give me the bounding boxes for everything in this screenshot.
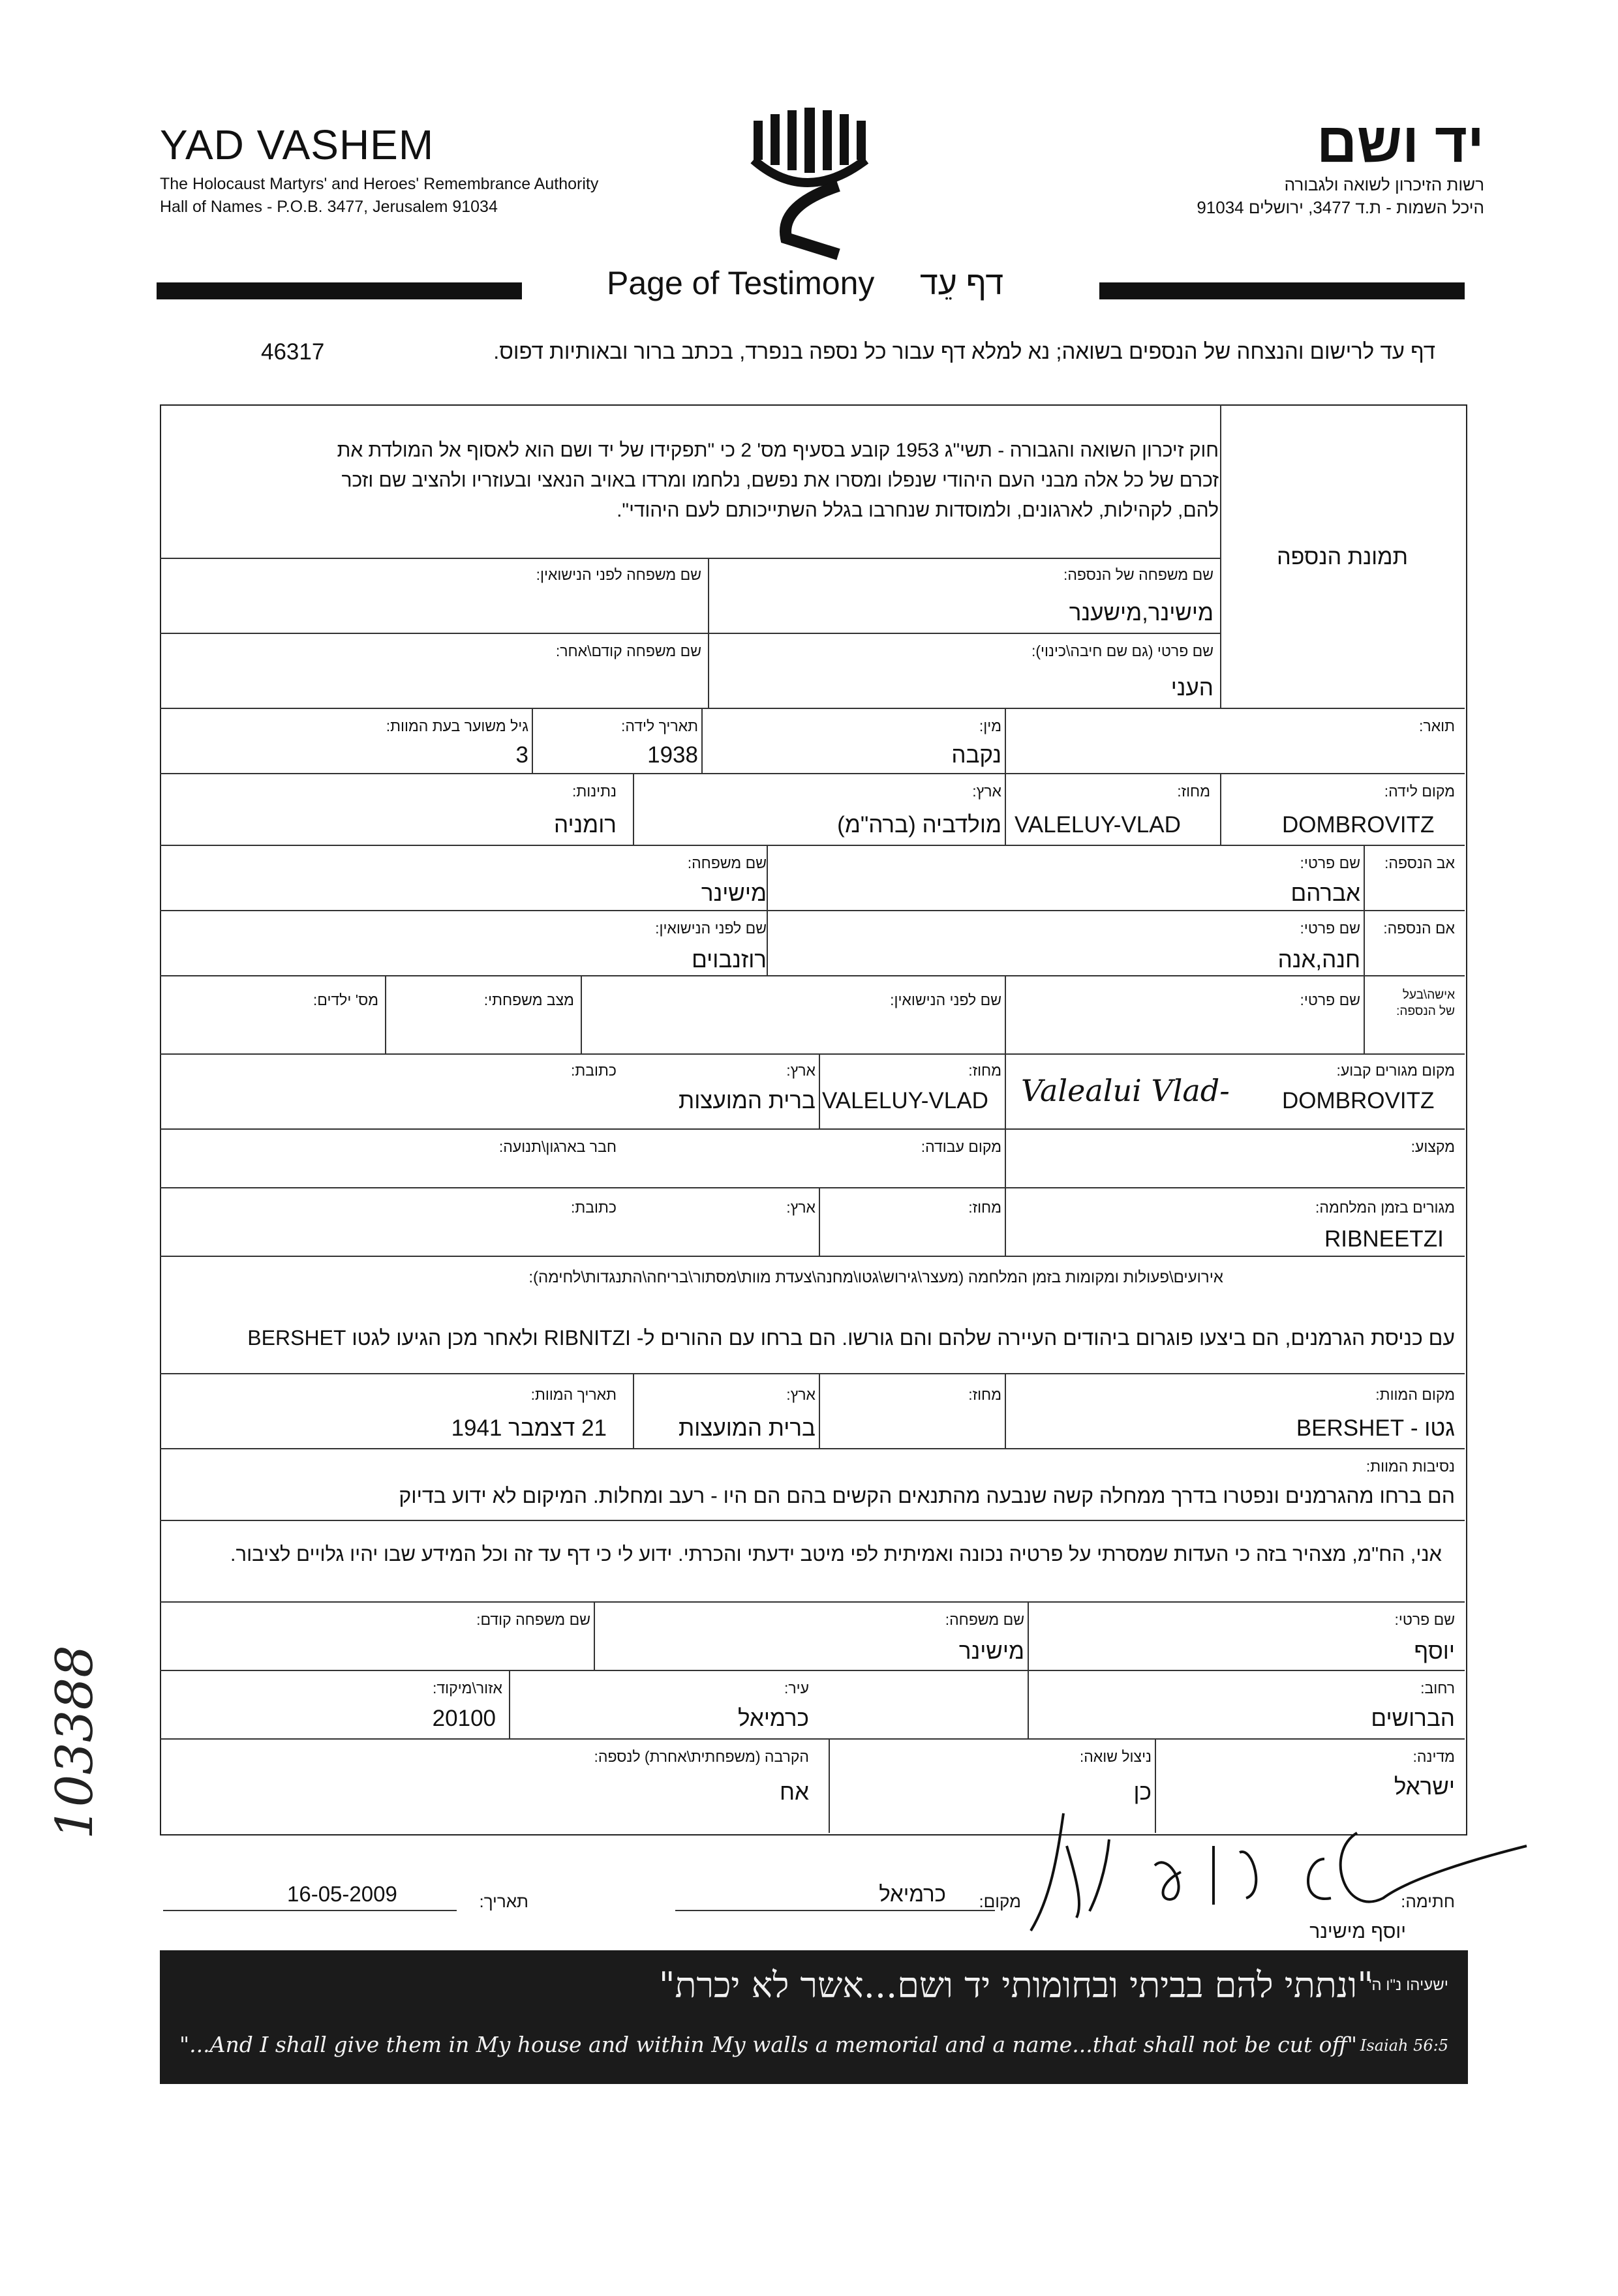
relation-label: הקרבה (משפחתית\אחרת) לנספה: (594, 1748, 809, 1765)
page-title-en: Page of Testimony (607, 265, 875, 301)
children-count-label: מס' ילדים: (313, 991, 378, 1008)
declaration-text: אני, הח"מ, מצהיר בזה כי העדות שמסרתי על פרטיה נכונה ואמיתית לפי מיטב ידעתי והכרתי. ידוע לי כי דף עד זה וכל המידע שבו יהיו גלויים לציבור. (230, 1543, 1442, 1565)
city-label: עיר: (784, 1680, 809, 1697)
signatory-name: יוסף מישינר (1309, 1921, 1406, 1942)
wartime-address-label: כתובת: (571, 1199, 617, 1216)
side-archive-number: 103388 (46, 1645, 104, 1839)
residence-district: VALELUY-VLAD (822, 1088, 988, 1113)
victim-dob-label: תאריך לידה: (621, 718, 698, 734)
menorah-logo-icon (740, 108, 871, 264)
country-label: מדינה: (1412, 1748, 1455, 1765)
birthplace: DOMBROVITZ (1282, 812, 1435, 838)
residence-handwritten: Valealui Vlad- (1021, 1073, 1230, 1108)
law-text: חוק זיכרון השואה והגבורה - תשי"ג 1953 קובע בסעיף מס' 2 כי "תפקידו של יד ושם הוא לאסוף אל המולדת את זכרם של כל אלה מבני העם היהודי שנפלו ומסרו את נפשם, נלחמו ומרדו באויב הנאצי ובעוזריו ולהציב שם וזכר להם, לקהילות, לארגונים, ולמוסדות שנחרבו בגלל השתייכותם לעם היהודי". (337, 440, 1219, 521)
death-circumstances-label: נסיבות המוות: (1366, 1458, 1455, 1475)
instruction-text: דף עד לרישום והנצחה של הנספים בשואה; נא למלא דף עבור כל נספה בנפרד, בכתב ברור ובאותיות דפוס. (493, 339, 1435, 363)
residence-address-label: כתובת: (571, 1062, 617, 1079)
victim-gender: נקבה (951, 742, 1001, 768)
photo-label: תמונת הנספה (1277, 545, 1408, 569)
residence-country-label: ארץ: (786, 1062, 816, 1079)
birth-country: מולדביה (ברה"מ) (837, 812, 1001, 838)
victim-last-name: מישינר,מישענר (1069, 600, 1214, 626)
survivor: כן (1133, 1779, 1152, 1805)
victim-age-label: גיל משוער בעת המוות: (386, 718, 528, 734)
mother-maiden-name: רוזנבוים (692, 947, 767, 973)
signature-date-label: תאריך: (479, 1892, 528, 1911)
nationality-label: נתינות: (572, 783, 617, 800)
city: כרמיאל (738, 1706, 809, 1731)
banner-quote-he: "ונתתי להם בביתי ובחומותי יד ושם...אשר לא יכרת" (658, 1965, 1373, 2006)
marital-status-label: מצב משפחתי: (483, 991, 574, 1008)
victim-title-label: תואר: (1419, 718, 1455, 734)
country: ישראל (1394, 1774, 1455, 1800)
mother-maiden-label: שם לפני הנישואין: (655, 920, 767, 937)
death-place: גטו - BERSHET (1296, 1415, 1455, 1441)
signature-place: כרמיאל (879, 1882, 946, 1906)
wartime-residence-label: מגורים בזמן המלחמה: (1315, 1199, 1455, 1216)
organization-member-label: חבר בארגון\תנועה: (498, 1138, 617, 1155)
org-name-he: יד ושם (1316, 112, 1484, 174)
wartime-country-label: ארץ: (786, 1199, 816, 1216)
spouse-first-label: שם פרטי: (1300, 991, 1360, 1008)
death-circumstances: הם ברחו מהגרמנים ונפטרו בדרך ממחלה קשה שנבעה מהתנאים הקשים בהם הם היו - רעב ומחלות. המיקום לא ידוע בדיוק (399, 1484, 1455, 1507)
signature-date: 16-05-2009 (287, 1882, 397, 1906)
father-last-name: מישינר (701, 881, 767, 906)
victim-first-name-label: שם פרטי (גם שם חיבה\כינוי): (1031, 642, 1214, 659)
death-district-label: מחוז: (968, 1386, 1001, 1403)
wartime-residence: RIBNEETZI (1324, 1226, 1444, 1252)
death-place-label: מקום המוות: (1375, 1386, 1455, 1403)
residence-place: DOMBROVITZ (1282, 1088, 1435, 1113)
title-bar-right (1099, 282, 1465, 299)
org-address-en: Hall of Names - P.O.B. 3477, Jerusalem 91034 (160, 198, 498, 216)
residence-country: ברית המועצות (679, 1088, 816, 1113)
spouse-row-label-2: של הנספה: (1396, 1004, 1455, 1018)
zip: 20100 (432, 1706, 496, 1731)
page-title-he: דף עֵד (920, 265, 1004, 301)
victim-first-name: העני (1170, 675, 1214, 701)
submitter-last-label: שם משפחה: (945, 1611, 1024, 1628)
birth-district: VALELUY-VLAD (1015, 812, 1181, 838)
relation: אח (779, 1779, 809, 1805)
spouse-maiden-label: שם לפני הנישואין: (890, 991, 1001, 1008)
birthplace-label: מקום לידה: (1384, 783, 1455, 800)
wartime-district-label: מחוז: (968, 1199, 1001, 1216)
father-first-name: אברהם (1290, 881, 1360, 906)
victim-maiden-name-label: שם משפחה לפני הנישואין: (536, 566, 701, 583)
victim-prev-name-label: שם משפחה קודם\אחר: (555, 642, 701, 659)
residence-label: מקום מגורים קבוע: (1336, 1062, 1455, 1079)
street: הברושים (1371, 1706, 1455, 1731)
death-country: ברית המועצות (679, 1415, 816, 1441)
victim-gender-label: מין: (979, 718, 1001, 734)
banner-ref-he: ישעיהו נ"ו ה' (1368, 1976, 1448, 1994)
banner-ref-en: Isaiah 56:5 (1360, 2036, 1448, 2055)
victim-dob: 1938 (647, 742, 698, 768)
mother-first-label: שם פרטי: (1300, 920, 1360, 937)
survivor-label: ניצול שואה: (1079, 1748, 1152, 1765)
org-subtitle-en: The Holocaust Martyrs' and Heroes' Remembrance Authority (160, 175, 599, 193)
death-date-label: תאריך המוות: (530, 1386, 617, 1403)
form-number: 46317 (261, 339, 325, 365)
submitter-last-name: מישינר (958, 1639, 1024, 1664)
submitter-prev-label: שם משפחה קודם: (476, 1611, 590, 1628)
workplace-label: מקום עבודה: (921, 1138, 1001, 1155)
street-label: רחוב: (1420, 1680, 1455, 1697)
events-text: עם כניסת הגרמנים, הם ביצעו פוגרום ביהודים העיירה שלהם והם גורשו. הם ברחו עם ההורים ל- RIBNITZI ולאחר מכן הגיעו לגטו BERSHET (247, 1326, 1455, 1350)
profession-label: מקצוע: (1411, 1138, 1455, 1155)
org-subtitle-he: רשות הזיכרון לשואה ולגבורה (1284, 175, 1484, 194)
birth-district-label: מחוז: (1177, 783, 1210, 800)
father-first-label: שם פרטי: (1300, 854, 1360, 871)
org-address-he: היכל השמות - ת.ד 3477, ירושלים 91034 (1197, 198, 1484, 217)
father-last-label: שם משפחה: (687, 854, 767, 871)
signature-label: חתימה: (1401, 1892, 1455, 1911)
handwritten-signature (1018, 1807, 1533, 1937)
spouse-row-label: אישה\בעל (1402, 988, 1455, 1002)
death-country-label: ארץ: (786, 1386, 816, 1403)
submitter-first-name: יוסף (1414, 1639, 1455, 1664)
death-date: 21 דצמבר 1941 (451, 1415, 607, 1441)
birth-country-label: ארץ: (972, 783, 1001, 800)
mother-row-label: אם הנספה: (1383, 920, 1455, 937)
submitter-first-label: שם פרטי: (1394, 1611, 1455, 1628)
banner-quote-en: "...And I shall give them in My house and within My walls a memorial and a name...that shall not be cut off" (179, 2032, 1358, 2057)
testimony-form (160, 404, 1467, 1835)
zip-label: אזור\מיקוד: (433, 1680, 502, 1697)
title-bar-left (157, 282, 522, 299)
nationality: רומניה (553, 812, 617, 838)
mother-first-name: חנה,אנה (1277, 947, 1360, 973)
victim-last-name-label: שם משפחה של הנספה: (1063, 566, 1214, 583)
events-label: אירועים\פעולות ומקומות בזמן המלחמה (מעצר\גירוש\גטו\מחנה\צעדת מוות\מסתור\בריחה\התנגדות\לחימה): (528, 1269, 1223, 1286)
org-name-en: YAD VASHEM (160, 121, 435, 168)
signature-place-label: מקום: (979, 1892, 1021, 1911)
quote-banner (160, 1950, 1468, 2084)
victim-age: 3 (515, 742, 528, 768)
father-row-label: אב הנספה: (1384, 854, 1455, 871)
residence-district-label: מחוז: (968, 1062, 1001, 1079)
